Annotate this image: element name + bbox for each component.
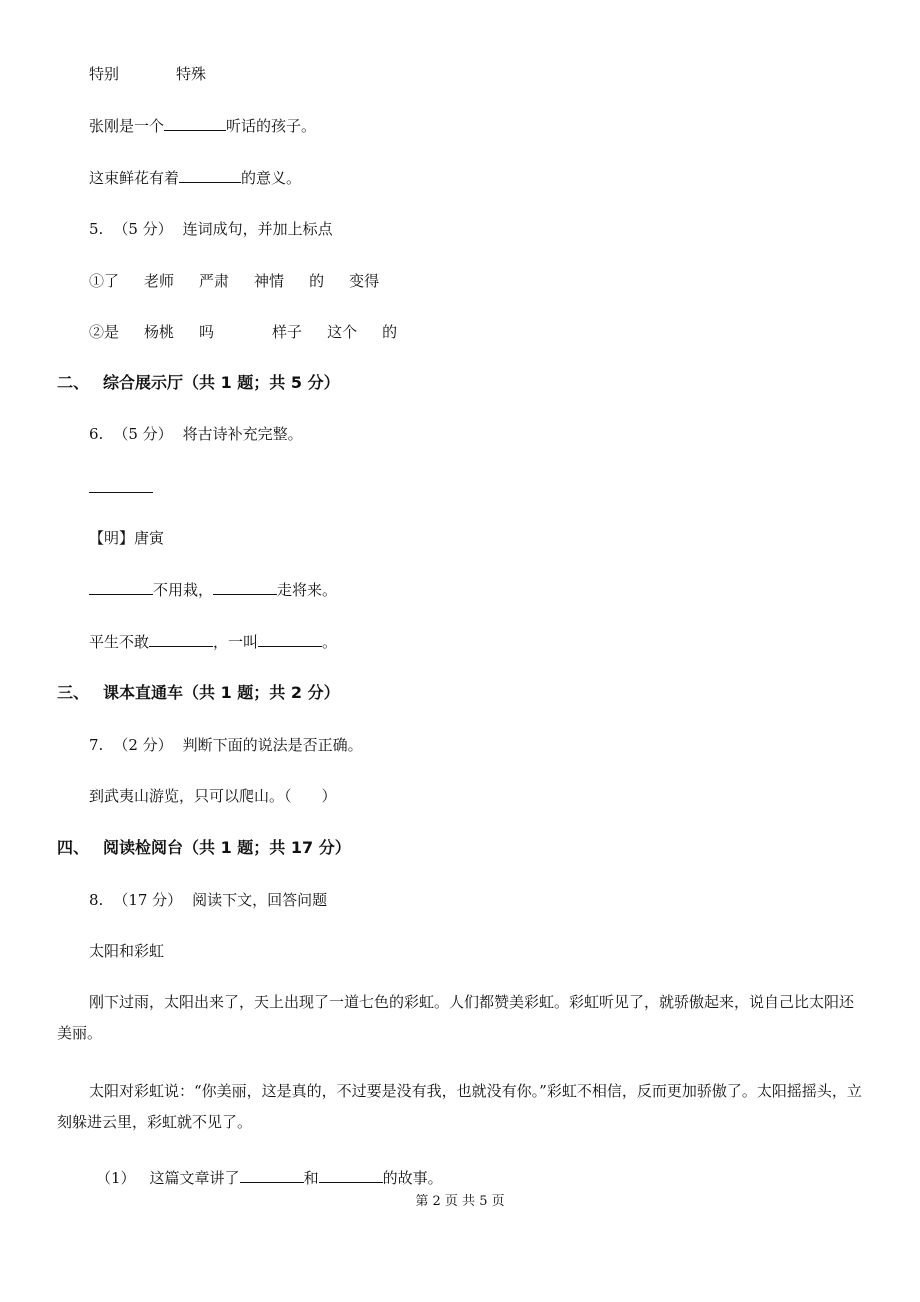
- judgment-statement: 到武夷山游览，只可以爬山。（ ）: [89, 787, 337, 805]
- passage-title: 太阳和彩虹: [89, 942, 165, 960]
- word-token: 老师: [144, 272, 175, 290]
- question-5-header: [89, 219, 333, 239]
- section-2-heading: [57, 373, 340, 393]
- section-title: 综合展示厅（共 1 题；共 5 分）: [103, 373, 340, 392]
- answer-blank[interactable]: [89, 580, 153, 595]
- page-footer: 第 2 页 共 5 页: [415, 1194, 505, 1209]
- word-row-1: [89, 271, 379, 291]
- sentence-text: 这束鲜花有着: [89, 169, 180, 187]
- subquestion-1: [96, 1168, 443, 1188]
- word-token: 杨桃: [144, 323, 175, 341]
- poem-text: 走将来。: [277, 581, 338, 599]
- word-token: 的: [309, 272, 325, 290]
- section-3-heading: [57, 683, 340, 703]
- question-prompt: 连词成句，并加上标点: [182, 220, 333, 238]
- poem-line-1: [89, 580, 337, 600]
- word-token: 样子: [272, 323, 303, 341]
- word-token: ①了: [89, 272, 120, 290]
- word-token: 严肃: [199, 272, 230, 290]
- section-4-heading: [57, 838, 351, 858]
- question-7-header: [89, 735, 363, 755]
- question-6-header: [89, 424, 303, 444]
- poem-text: 。: [322, 633, 338, 651]
- question-number: 5.: [89, 220, 104, 238]
- word-token: 吗: [199, 323, 215, 341]
- answer-blank[interactable]: [240, 1168, 304, 1183]
- subquestion-number: （1）: [96, 1169, 136, 1187]
- word-token: 神情: [254, 272, 285, 290]
- word-row-2: [89, 322, 397, 342]
- answer-blank[interactable]: [164, 116, 226, 131]
- question-prompt: 判断下面的说法是否正确。: [182, 736, 363, 754]
- section-numeral: 二、: [57, 373, 90, 392]
- answer-blank[interactable]: [179, 168, 241, 183]
- question-score: （5 分）: [113, 220, 173, 238]
- word-option-a: 特别: [89, 65, 120, 83]
- fill-sentence-2: [89, 168, 301, 188]
- poem-text: ，一叫: [213, 633, 259, 651]
- word-choice-row: [89, 64, 206, 84]
- section-numeral: 三、: [57, 683, 90, 702]
- question-8-header: [89, 890, 327, 910]
- word-token: 的: [382, 323, 398, 341]
- question-number: 6.: [89, 425, 104, 443]
- section-title: 阅读检阅台（共 1 题；共 17 分）: [103, 838, 351, 857]
- question-score: （5 分）: [113, 425, 173, 443]
- word-option-b: 特殊: [176, 65, 207, 83]
- question-prompt: 将古诗补充完整。: [182, 425, 303, 443]
- section-title: 课本直通车（共 1 题；共 2 分）: [103, 683, 340, 702]
- subquestion-text: 的故事。: [382, 1169, 443, 1187]
- answer-blank[interactable]: [213, 580, 277, 595]
- fill-sentence-1: [89, 116, 316, 136]
- sentence-text: 张刚是一个: [89, 117, 165, 135]
- sentence-text: 听话的孩子。: [226, 117, 317, 135]
- question-number: 8.: [89, 891, 104, 909]
- word-token: ②是: [89, 323, 120, 341]
- question-score: （2 分）: [113, 736, 173, 754]
- section-numeral: 四、: [57, 838, 90, 857]
- poem-author: 【明】唐寅: [89, 529, 165, 547]
- poem-text: 平生不敢: [89, 633, 150, 651]
- poem-text: 不用栽，: [153, 581, 214, 599]
- poem-line-2: [89, 632, 337, 652]
- question-score: （17 分）: [113, 891, 183, 909]
- passage-paragraph-2: 太阳对彩虹说：“你美丽，这是真的，不过要是没有我，也就没有你。”彩虹不相信，反而更加骄傲了。太阳摇摇头，立刻躲进云里，彩虹就不见了。: [57, 1082, 862, 1131]
- word-token: 这个: [327, 323, 358, 341]
- answer-blank[interactable]: [258, 632, 322, 647]
- question-prompt: 阅读下文，回答问题: [192, 891, 328, 909]
- question-number: 7.: [89, 736, 104, 754]
- answer-blank[interactable]: [149, 632, 213, 647]
- poem-title-blank[interactable]: [89, 492, 153, 493]
- passage-paragraph-1: 刚下过雨，太阳出来了，天上出现了一道七色的彩虹。人们都赞美彩虹。彩虹听见了，就骄傲起来，说自己比太阳还美丽。: [57, 993, 855, 1042]
- subquestion-text: 和: [303, 1169, 319, 1187]
- sentence-text: 的意义。: [241, 169, 302, 187]
- subquestion-text: 这篇文章讲了: [149, 1169, 240, 1187]
- answer-blank[interactable]: [319, 1168, 383, 1183]
- word-token: 变得: [349, 272, 380, 290]
